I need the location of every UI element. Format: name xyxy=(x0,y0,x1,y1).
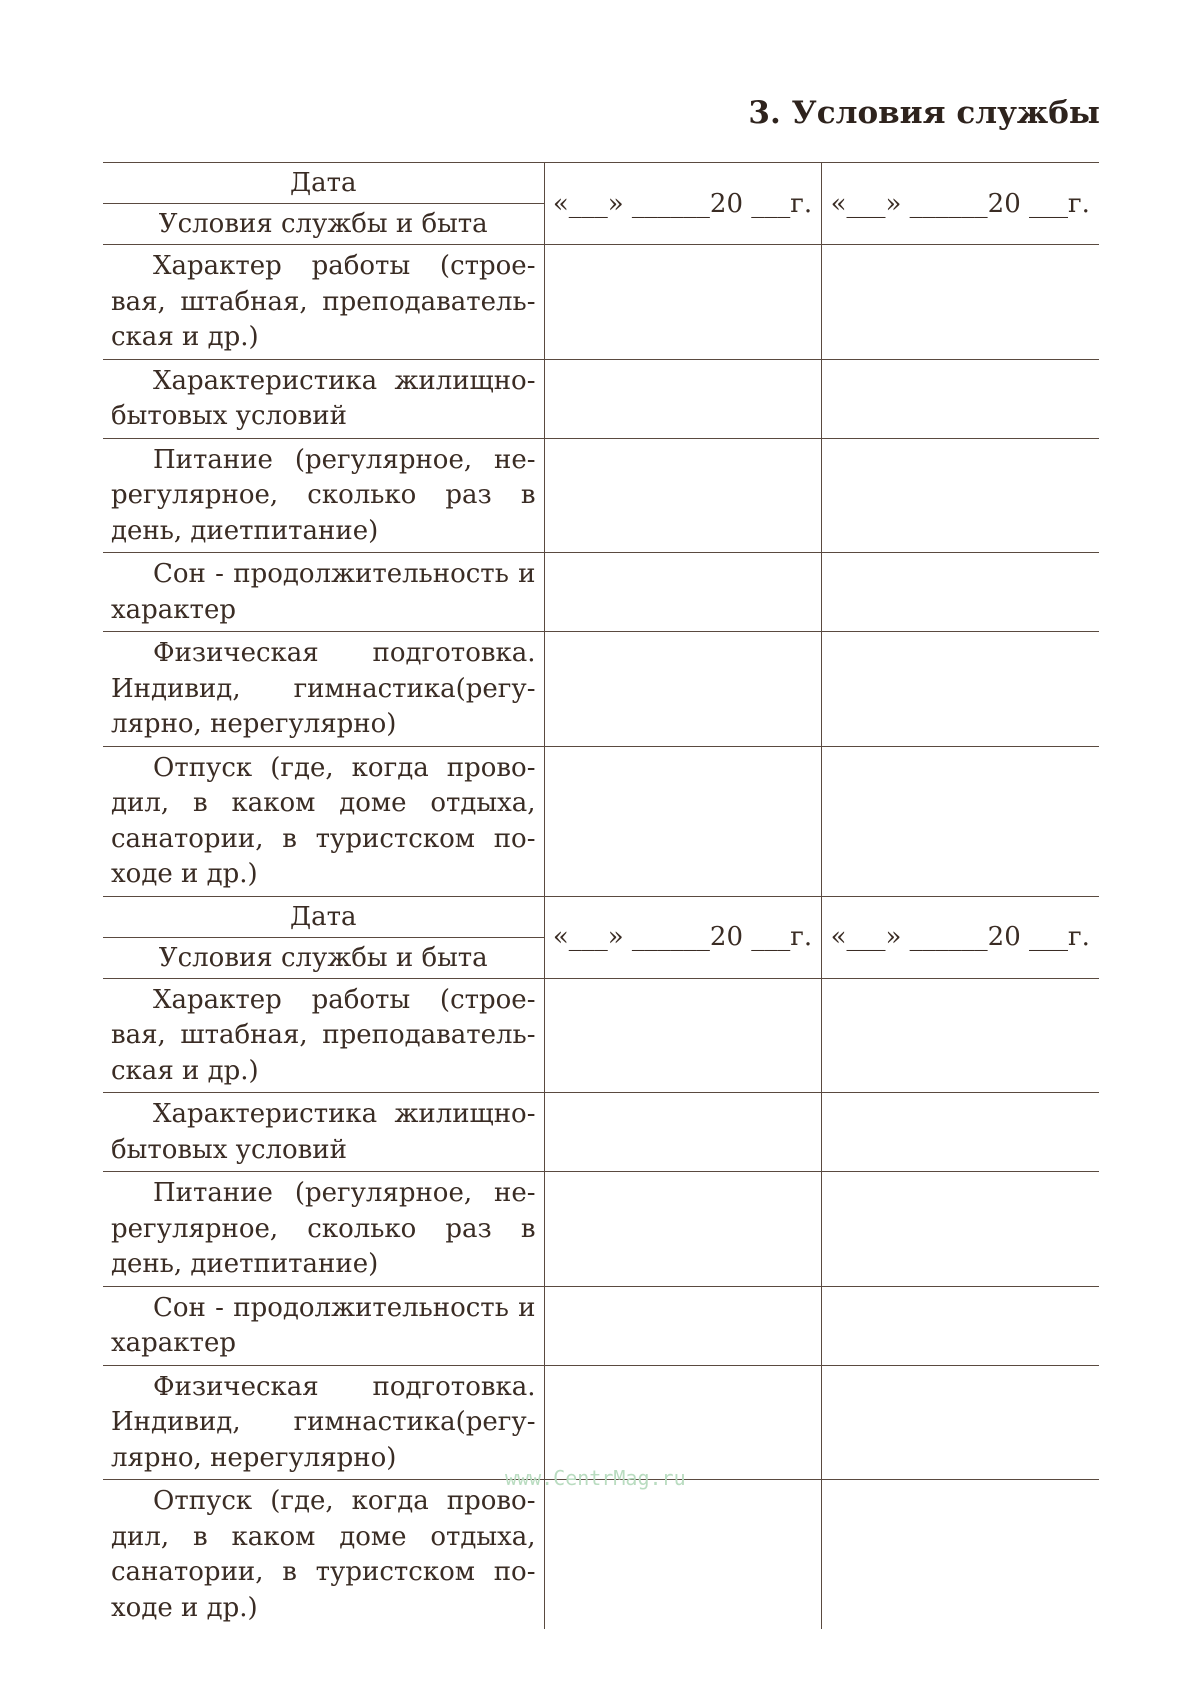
conditions-label: Условия службы и быта xyxy=(158,942,488,973)
conditions-label: Условия службы и быта xyxy=(158,209,488,239)
row-label-sleep: Сон - продолжительность и характер xyxy=(103,1286,544,1365)
table-row xyxy=(103,632,1099,747)
entry-cell[interactable] xyxy=(544,632,821,747)
row-label-living-conditions: Характеристика жилищно-бытовых условий xyxy=(103,359,544,438)
row-label-work-type: Характер работы (строевая, штабная, преподавательская и др.) xyxy=(103,245,544,360)
entry-cell[interactable] xyxy=(821,978,1099,1093)
header-label-cell xyxy=(103,163,544,245)
table-row xyxy=(103,1480,1099,1630)
entry-cell[interactable] xyxy=(821,359,1099,438)
entry-cell[interactable] xyxy=(821,553,1099,632)
entry-cell[interactable] xyxy=(821,746,1099,896)
entry-cell[interactable] xyxy=(544,359,821,438)
entry-cell[interactable] xyxy=(821,438,1099,553)
entry-cell[interactable] xyxy=(544,1286,821,1365)
table-row xyxy=(103,1093,1099,1172)
date-field-1[interactable]: «___» ______20 ___г. xyxy=(544,163,821,245)
entry-cell[interactable] xyxy=(544,1093,821,1172)
row-label-physical-training: Физическая подготовка. Индивид, гимнастика(регулярно, нерегулярно) xyxy=(103,632,544,747)
entry-cell[interactable] xyxy=(544,1172,821,1287)
entry-cell[interactable] xyxy=(544,438,821,553)
entry-cell[interactable] xyxy=(821,1480,1099,1630)
row-label-work-type: Характер работы (строевая, штабная, преподавательская и др.) xyxy=(103,978,544,1093)
table-row xyxy=(103,746,1099,896)
table-row xyxy=(103,1365,1099,1480)
table-row xyxy=(103,978,1099,1093)
row-label-living-conditions: Характеристика жилищно-бытовых условий xyxy=(103,1093,544,1172)
date-field-4[interactable]: «___» ______20 ___г. xyxy=(821,896,1099,978)
row-label-sleep: Сон - продолжительность и характер xyxy=(103,553,544,632)
entry-cell[interactable] xyxy=(544,1480,821,1630)
table-row xyxy=(103,1172,1099,1287)
row-label-physical-training: Физическая подготовка. Индивид, гимнастика(регулярно, нерегулярно) xyxy=(103,1365,544,1480)
row-label-nutrition: Питание (регулярное, нерегулярное, сколько раз в день, диетпитание) xyxy=(103,438,544,553)
entry-cell[interactable] xyxy=(821,1093,1099,1172)
table-row xyxy=(103,245,1099,360)
table-header-row xyxy=(103,163,1099,245)
date-label: Дата xyxy=(103,897,544,938)
table-row xyxy=(103,438,1099,553)
table-row xyxy=(103,553,1099,632)
table-header-row xyxy=(103,896,1099,978)
entry-cell[interactable] xyxy=(821,1286,1099,1365)
entry-cell[interactable] xyxy=(821,632,1099,747)
entry-cell[interactable] xyxy=(544,553,821,632)
header-label-cell xyxy=(103,896,544,978)
service-conditions-table xyxy=(103,162,1099,1629)
entry-cell[interactable] xyxy=(544,1365,821,1480)
table-row xyxy=(103,359,1099,438)
row-label-vacation: Отпуск (где, когда проводил, в каком доме отдыха, санатории, в туристском походе и др.) xyxy=(103,1480,544,1630)
watermark: www.CentrMag.ru xyxy=(505,1466,686,1490)
entry-cell[interactable] xyxy=(821,1365,1099,1480)
entry-cell[interactable] xyxy=(544,978,821,1093)
date-label: Дата xyxy=(103,163,544,204)
table-row xyxy=(103,1286,1099,1365)
entry-cell[interactable] xyxy=(821,245,1099,360)
entry-cell[interactable] xyxy=(544,245,821,360)
entry-cell[interactable] xyxy=(544,746,821,896)
row-label-vacation: Отпуск (где, когда проводил, в каком доме отдыха, санатории, в туристском походе и др.) xyxy=(103,746,544,896)
page-title: 3. Условия службы xyxy=(748,95,1100,131)
entry-cell[interactable] xyxy=(821,1172,1099,1287)
date-field-2[interactable]: «___» ______20 ___г. xyxy=(821,163,1099,245)
date-field-3[interactable]: «___» ______20 ___г. xyxy=(544,896,821,978)
row-label-nutrition: Питание (регулярное, нерегулярное, сколько раз в день, диетпитание) xyxy=(103,1172,544,1287)
